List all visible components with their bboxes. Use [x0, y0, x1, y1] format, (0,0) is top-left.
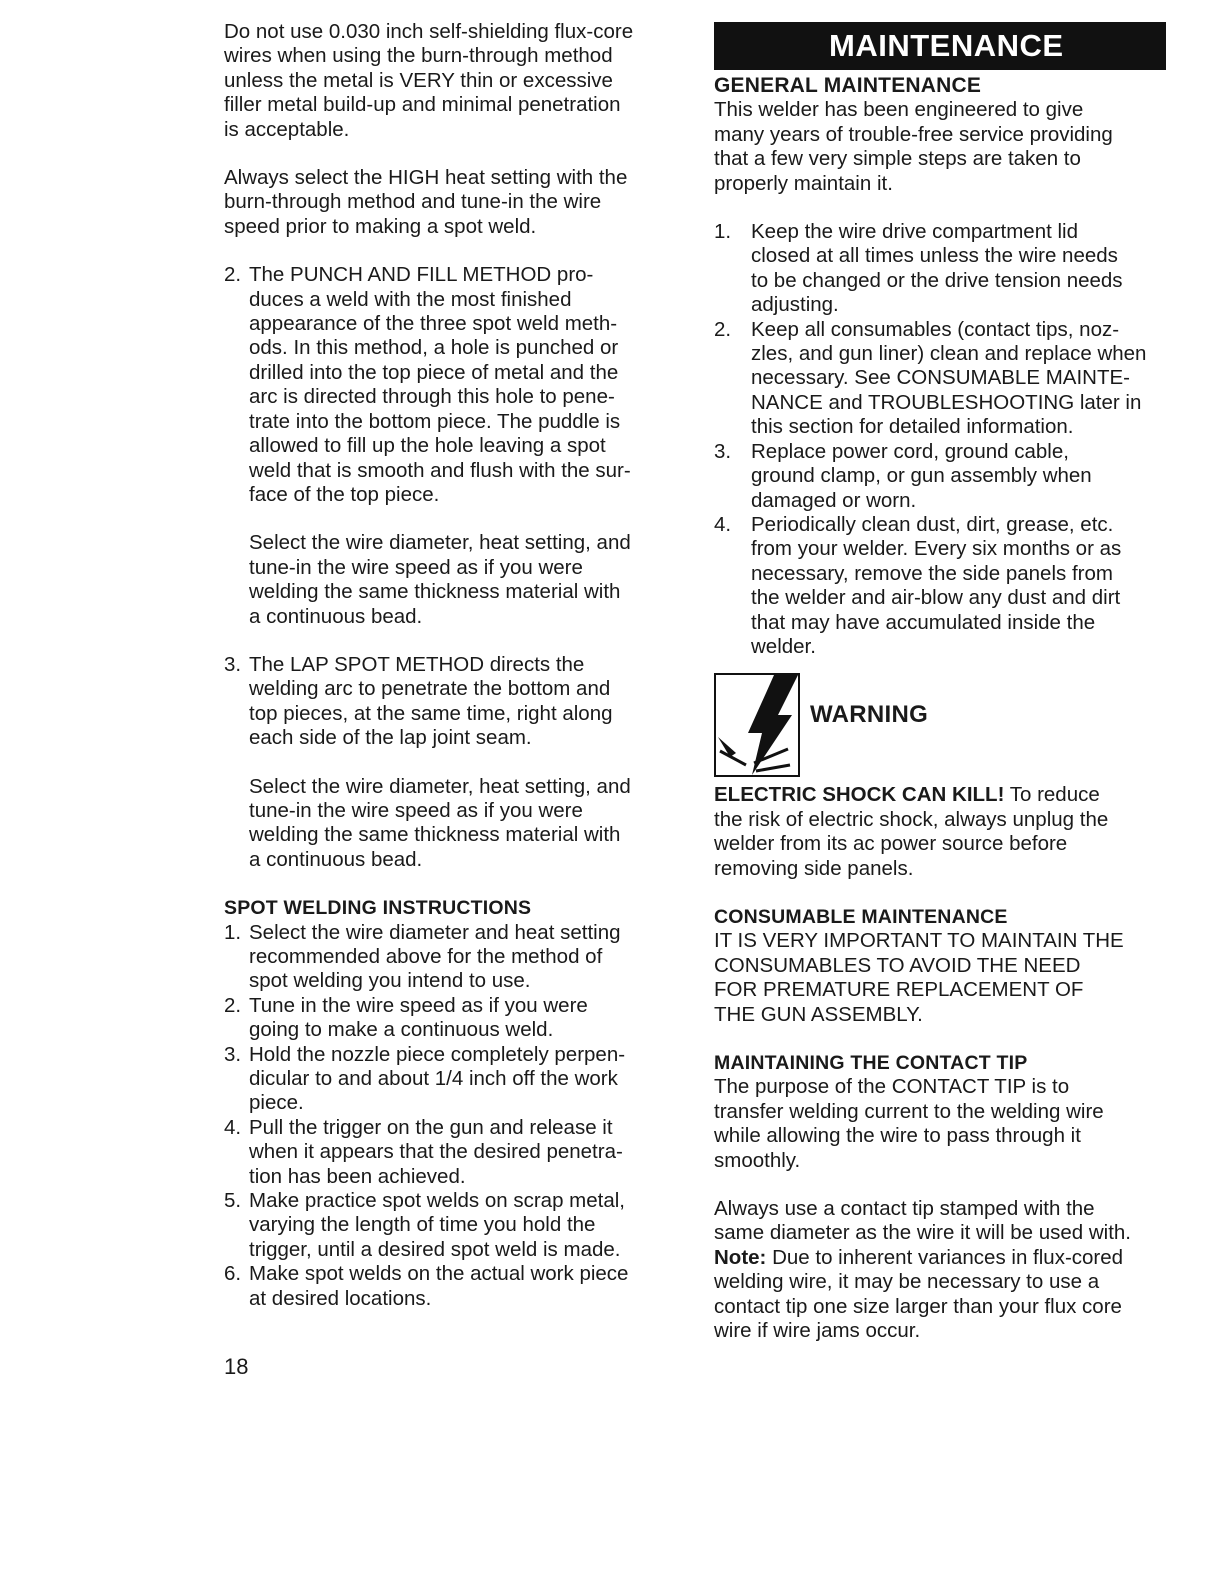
electric-shock-icon [714, 673, 800, 777]
spot-welding-heading: SPOT WELDING INSTRUCTIONS [224, 897, 532, 920]
contact-tip-heading: MAINTAINING THE CONTACT TIP [714, 1052, 1028, 1074]
method-item-lap-spot-settings: Select the wire diameter, heat setting, and tune-in the wire speed as if you were welding the same thickness material with a continuous bead. [249, 774, 631, 871]
warning-block [714, 673, 1166, 777]
list-item: 4. Periodically clean dust, dirt, grease, etc. from your welder. Every six months or as necessary, remove the side panels from the welder and air-blow any dust and dirt that may have accumulated inside the welder. [714, 512, 1122, 658]
section-banner: MAINTENANCE [714, 22, 1166, 70]
spot-welding-steps [224, 921, 674, 1312]
contact-tip-note: Always use a contact tip stamped with the same diameter as the wire it will be used with. Note: Due to inherent variances in flux-cored welding wire, it may be necessary to use a contact tip one size larger than your flux core wire if wire jams occur. [714, 1197, 1132, 1343]
list-item: 1. Keep the wire drive compartment lid closed at all times unless the wire needs to be changed or the drive tension needs adjusting. [714, 220, 1123, 317]
warning-text: ELECTRIC SHOCK CAN KILL! To reduce the risk of electric shock, always unplug the welder from its ac power source before removing side panels. [714, 783, 1109, 880]
list-item: 3. Hold the nozzle piece completely perpen- dicular to and about 1/4 inch off the work piece. [224, 1042, 626, 1115]
list-item: 5. Make practice spot welds on scrap metal, varying the length of time you hold the trigger, until a desired spot weld is made. [224, 1189, 625, 1261]
method-item-punch-fill-settings: Select the wire diameter, heat setting, and tune-in the wire speed as if you were welding the same thickness material with a continuous bead. [249, 531, 631, 628]
list-item: 6. Make spot welds on the actual work piece at desired locations. [224, 1262, 629, 1310]
general-steps [714, 220, 1166, 659]
method-item-lap-spot: 3. The LAP SPOT METHOD directs the welding arc to penetrate the bottom and top pieces, at the same time, right along each side of the lap joint seam. [224, 652, 613, 750]
list-item: 2. Keep all consumables (contact tips, noz- zles, and gun liner) clean and replace when necessary. See CONSUMABLE MAINTE- NANCE and TROUBLESHOOTING later in this section for detailed information. [714, 317, 1147, 439]
consumable-text: IT IS VERY IMPORTANT TO MAINTAIN THE CONSUMABLES TO AVOID THE NEED FOR PREMATURE REPLACEMENT OF THE GUN ASSEMBLY. [714, 929, 1124, 1026]
intro-paragraph-2: Always select the HIGH heat setting with the burn-through method and tune-in the wire speed prior to making a spot weld. [224, 166, 628, 238]
general-intro: This welder has been engineered to give many years of trouble-free service providing that a few very simple steps are taken to properly maintain it. [714, 98, 1113, 195]
list-item: 2. Tune in the wire speed as if you were going to make a continuous weld. [224, 993, 588, 1042]
consumable-heading: CONSUMABLE MAINTENANCE [714, 905, 1008, 928]
warning-label: WARNING [810, 701, 929, 729]
list-item: 4. Pull the trigger on the gun and release it when it appears that the desired penetra- tion has been achieved. [224, 1115, 623, 1188]
left-column [224, 20, 674, 1311]
right-column [714, 20, 1166, 1343]
list-item: 1. Select the wire diameter and heat setting recommended above for the method of spot welding you intend to use. [224, 920, 621, 993]
general-maintenance-heading: GENERAL MAINTENANCE [714, 74, 982, 97]
contact-tip-purpose: The purpose of the CONTACT TIP is to transfer welding current to the welding wire while allowing the wire to pass through it smoothly. [714, 1075, 1104, 1172]
intro-paragraph-1: Do not use 0.030 inch self-shielding flux-core wires when using the burn-through method unless the metal is VERY thin or excessive filler metal build-up and minimal penetration is acceptable. [224, 20, 634, 141]
list-item: 3. Replace power cord, ground cable, ground clamp, or gun assembly when damaged or worn. [714, 439, 1092, 512]
page-number: 18 [224, 1354, 249, 1379]
method-item-punch-fill: 2. The PUNCH AND FILL METHOD pro- duces a weld with the most finished appearance of the three spot weld meth- ods. In this method, a hole is punched or drilled into the top piece of metal and the arc is directed through this hole to pene- trate into the bottom piece. The puddle is allowed to fill up the hole leaving a spot weld that is smooth and flush with the sur- face of the top piece. [224, 263, 631, 506]
